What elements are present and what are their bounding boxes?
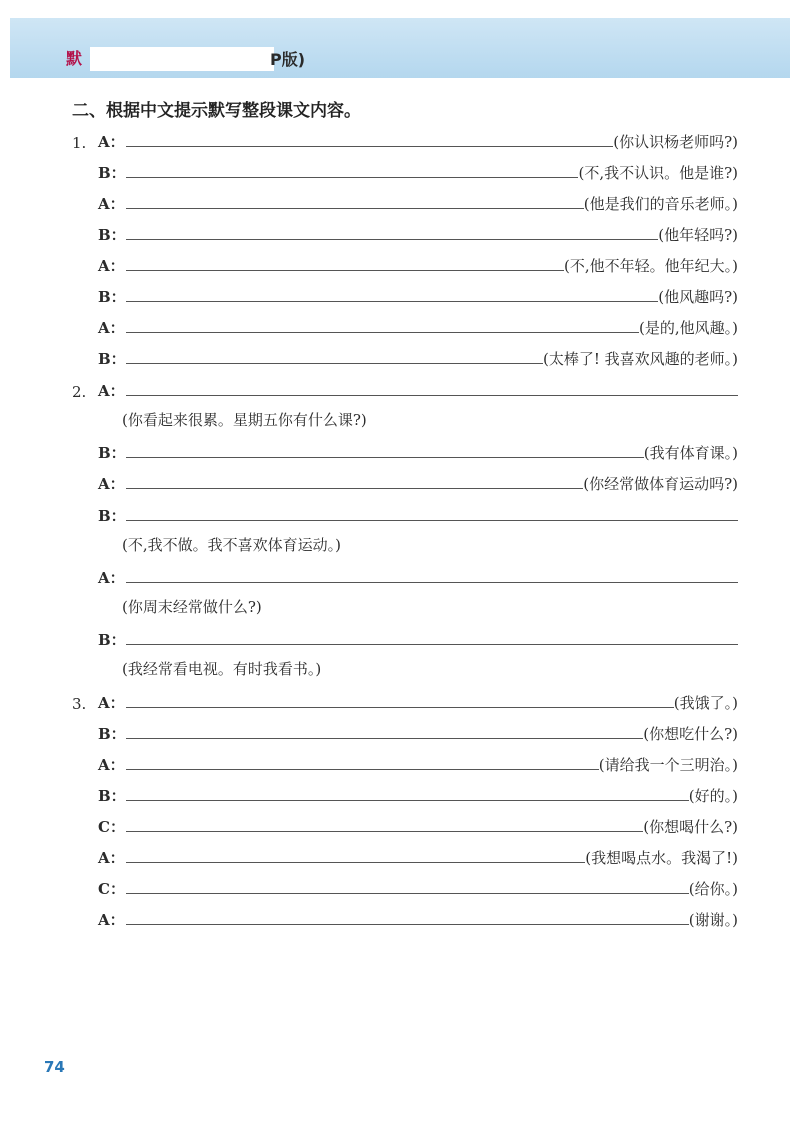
exercise-2-line-2 xyxy=(98,439,738,463)
book-title-start: 默 xyxy=(66,49,83,68)
chinese-hint: (谢谢。) xyxy=(688,911,738,929)
speaker-label: C： xyxy=(98,818,125,836)
speaker-label: B： xyxy=(98,288,126,306)
answer-line[interactable] xyxy=(126,738,643,739)
exercise-1-line-2 xyxy=(98,159,738,183)
chinese-hint: (好的。) xyxy=(688,787,738,805)
exercise-1-line-5 xyxy=(98,252,738,276)
answer-line[interactable] xyxy=(126,831,643,832)
answer-line[interactable] xyxy=(126,520,738,521)
chinese-hint: (不,他不年轻。他年纪大。) xyxy=(564,257,738,275)
chinese-hint: (你想喝什么?) xyxy=(643,818,738,836)
answer-line[interactable] xyxy=(126,582,738,583)
exercise-1-line-6 xyxy=(98,283,738,307)
exercise-2-line-1 xyxy=(72,377,738,401)
exercise-number: 3. xyxy=(72,695,87,713)
exercise-2-line-6 xyxy=(98,626,738,650)
exercise-3-line-8 xyxy=(98,906,738,930)
chinese-hint: (他是我们的音乐老师。) xyxy=(583,195,738,213)
chinese-hint: (给你。) xyxy=(688,880,738,898)
exercise-1-line-4 xyxy=(98,221,738,245)
speaker-label: A： xyxy=(98,133,125,151)
speaker-label: B： xyxy=(98,164,126,182)
answer-line[interactable] xyxy=(126,301,658,302)
answer-line[interactable] xyxy=(126,707,674,708)
exercise-2-line-5 xyxy=(98,564,738,588)
exercise-2-line-4 xyxy=(98,502,738,526)
speaker-label: A： xyxy=(98,694,125,712)
answer-line[interactable] xyxy=(126,769,599,770)
speaker-label: B： xyxy=(98,507,126,525)
chinese-hint: (我想喝点水。我渴了!) xyxy=(585,849,738,867)
speaker-label: B： xyxy=(98,444,126,462)
answer-line[interactable] xyxy=(126,363,543,364)
answer-line[interactable] xyxy=(126,332,639,333)
exercise-1-line-1 xyxy=(72,128,738,152)
chinese-hint: (我有体育课。) xyxy=(643,444,738,462)
chinese-hint: (你认识杨老师吗?) xyxy=(613,133,738,151)
page-number: 74 xyxy=(44,1058,65,1076)
speaker-label: A： xyxy=(98,569,125,587)
chinese-hint: (不,我不做。我不喜欢体育运动。) xyxy=(122,536,341,554)
answer-line[interactable] xyxy=(126,395,738,396)
exercise-3-line-4 xyxy=(98,782,738,806)
chinese-hint: (我经常看电视。有时我看书。) xyxy=(122,660,322,678)
speaker-label: A： xyxy=(98,911,125,929)
speaker-label: B： xyxy=(98,631,126,649)
chinese-hint: (你想吃什么?) xyxy=(643,725,738,743)
book-title-end: P版) xyxy=(270,50,306,69)
speaker-label: A： xyxy=(98,319,125,337)
answer-line[interactable] xyxy=(126,457,644,458)
chinese-hint: (我饿了。) xyxy=(673,694,738,712)
chinese-hint: (请给我一个三明治。) xyxy=(598,756,738,774)
answer-line[interactable] xyxy=(126,800,689,801)
speaker-label: B： xyxy=(98,350,126,368)
answer-line[interactable] xyxy=(126,208,584,209)
answer-line[interactable] xyxy=(126,146,613,147)
answer-line[interactable] xyxy=(126,270,564,271)
speaker-label: A： xyxy=(98,195,125,213)
exercise-3-line-6 xyxy=(98,844,738,868)
answer-line[interactable] xyxy=(126,644,738,645)
speaker-label: A： xyxy=(98,849,125,867)
speaker-label: A： xyxy=(98,475,125,493)
speaker-label: B： xyxy=(98,787,126,805)
answer-line[interactable] xyxy=(126,862,585,863)
chinese-hint: (太棒了! 我喜欢风趣的老师。) xyxy=(542,350,738,368)
exercise-1-line-7 xyxy=(98,314,738,338)
exercise-2-line-3 xyxy=(98,470,738,494)
chinese-hint: (他年轻吗?) xyxy=(658,226,738,244)
speaker-label: B： xyxy=(98,226,126,244)
speaker-label: C： xyxy=(98,880,125,898)
redaction-box xyxy=(90,47,274,71)
exercise-1-line-8 xyxy=(98,345,738,369)
exercise-3-line-1 xyxy=(72,689,738,713)
speaker-label: A： xyxy=(98,756,125,774)
section-title: 二、根据中文提示默写整段课文内容。 xyxy=(72,101,361,121)
exercise-number: 1. xyxy=(72,134,87,152)
chinese-hint: (你看起来很累。星期五你有什么课?) xyxy=(122,411,367,429)
exercise-3-line-5 xyxy=(98,813,738,837)
exercise-3-line-2 xyxy=(98,720,738,744)
chinese-hint: (你经常做体育运动吗?) xyxy=(583,475,738,493)
exercise-1-line-3 xyxy=(98,190,738,214)
chinese-hint: (你周末经常做什么?) xyxy=(122,598,262,616)
book-title xyxy=(66,46,82,69)
speaker-label: A： xyxy=(98,257,125,275)
answer-line[interactable] xyxy=(126,893,689,894)
answer-line[interactable] xyxy=(126,239,658,240)
speaker-label: B： xyxy=(98,725,126,743)
exercise-3-line-7 xyxy=(98,875,738,899)
answer-line[interactable] xyxy=(126,177,578,178)
answer-line[interactable] xyxy=(126,488,583,489)
exercise-number: 2. xyxy=(72,383,87,401)
chinese-hint: (他风趣吗?) xyxy=(658,288,738,306)
speaker-label: A： xyxy=(98,382,125,400)
chinese-hint: (是的,他风趣。) xyxy=(639,319,738,337)
exercise-3-line-3 xyxy=(98,751,738,775)
answer-line[interactable] xyxy=(126,924,689,925)
chinese-hint: (不,我不认识。他是谁?) xyxy=(578,164,738,182)
